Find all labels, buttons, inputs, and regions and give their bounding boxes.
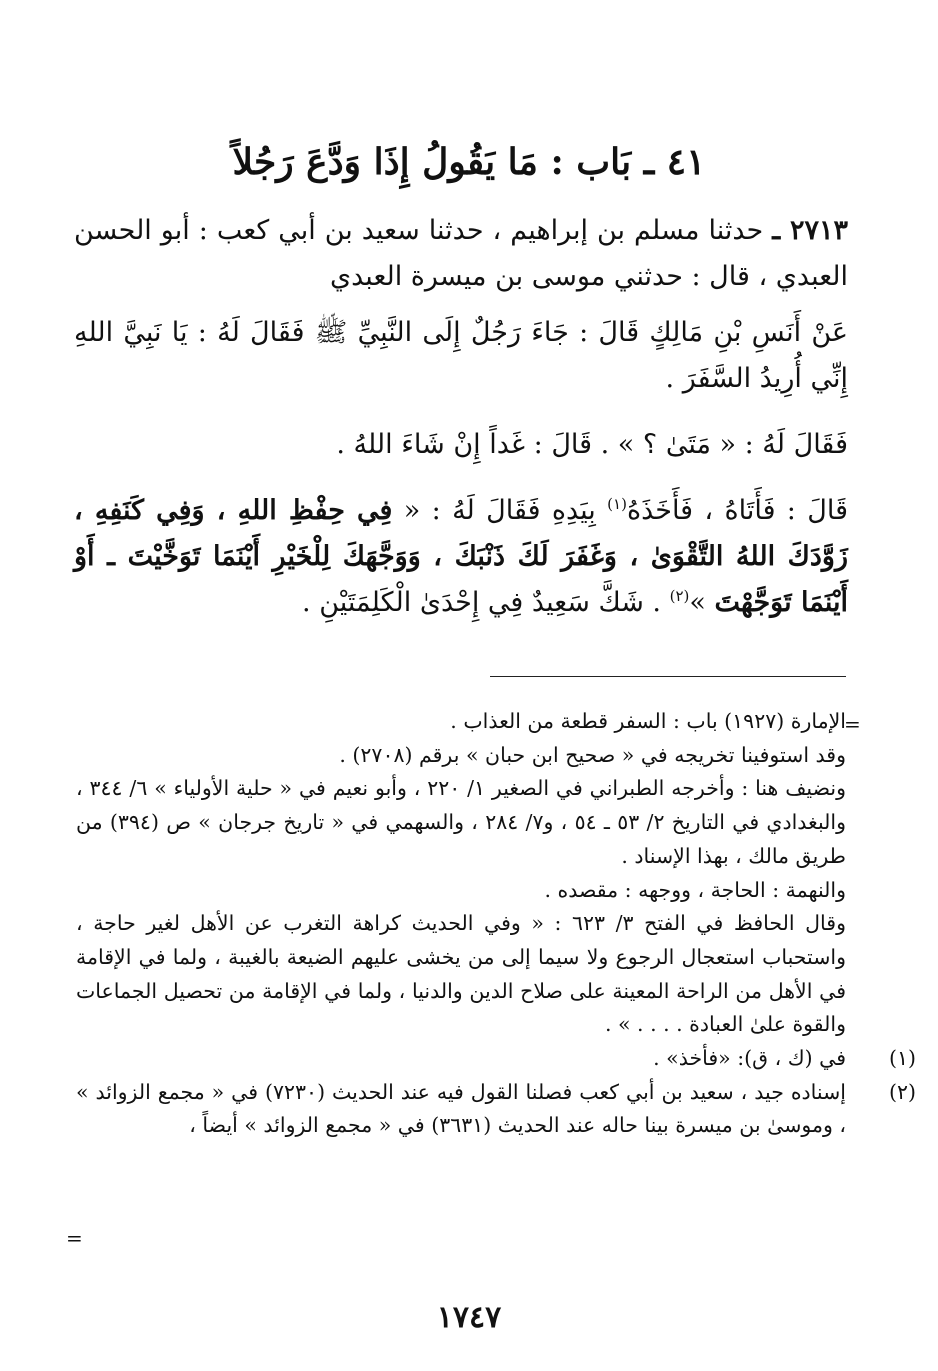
footnote-text: إسناده جيد ، سعيد بن أبي كعب فصلنا القول فيه عند الحديث (٧٢٣٠) في « مجمع الزوائد » ، وموسىٰ بن ميسرة بينا حاله عند الحديث (٣٦٣١) في « مجمع الزوائد » أيضاً ،: [76, 1079, 846, 1138]
footnote-marker: (٢): [888, 1079, 916, 1104]
hadith-number: ٢٧١٣ ـ: [772, 215, 848, 246]
chapter-heading: ٤١ ـ بَاب : مَا يَقُولُ إِذَا وَدَّعَ رَجُلاً: [232, 141, 706, 183]
footnote-divider: [490, 676, 846, 677]
footnote-cont-line: الإمارة (١٩٢٧) باب : السفر قطعة من العذاب .: [450, 709, 846, 733]
hadith-reply: [74, 488, 848, 626]
hadith-narration: عَنْ أَنَسِ بْنِ مَالِكٍ قَالَ : جَاءَ رَجُلٌ إِلَى النَّبِيِّ ﷺ فَقَالَ لَهُ : يَا نَبِيَّ اللهِ إِنِّي أُرِيدُ السَّفَرَ .: [74, 317, 848, 394]
footnote-cont-line: ونضيف هنا : وأخرجه الطبراني في الصغير ١/ ٢٢٠ ، وأبو نعيم في « حلية الأولياء » ٦/ ٣٤٤ ، والبغدادي في التاريخ ٢/ ٥٣ ـ ٥٤ ، و٧/ ٢٨٤ ، والسهمي في « تاريخ جرجان » ص (٣٩٤) من طريق مالك ، بهذا الإسناد .: [76, 776, 846, 868]
footnote-cont-line: وقد استوفينا تخريجه في « صحيح ابن حبان » برقم (٢٧٠٨) .: [339, 742, 846, 767]
footnote-ref-2[interactable]: (٢): [669, 587, 690, 605]
hadith-isnad: [74, 208, 848, 300]
continuation-mark-bottom: =: [66, 1226, 83, 1250]
hadith-intro-text: حدثنا مسلم بن إبراهيم ، حدثنا سعيد بن أبي كعب : أبو الحسن العبدي ، قال : حدثني موسى بن ميسرة العبدي: [74, 215, 848, 292]
continuation-mark-top: =: [844, 712, 861, 736]
footnote-cont-line: والنهمة : الحاجة ، ووجهه : مقصده .: [544, 877, 846, 902]
reply-tail: . شَكَّ سَعِيدٌ فِي إِحْدَىٰ الْكَلِمَتَيْنِ .: [302, 587, 670, 618]
page-number: ١٧٤٧: [436, 1300, 502, 1335]
footnotes: [76, 705, 916, 1143]
footnote-marker: (١): [888, 1046, 916, 1071]
footnote-cont-line: وقال الحافظ في الفتح ٣/ ٦٢٣ : « وفي الحديث كراهة التغرب عن الأهل لغير حاجة ، واستحباب استعجال الرجوع ولا سيما إلى من يخشى عليهم الضيعة بالغيبة ، ولما في الإقامة في الأهل من الراحة المعينة على صلاح الدين والدنيا ، ولما في الإقامة من تحصيل الجماعات والقوة علىٰ العبادة . . . . » .: [76, 911, 846, 1037]
hadith-question: فَقَالَ لَهُ : « مَتَىٰ ؟ » . قَالَ : غَداً إِنْ شَاءَ اللهُ .: [336, 429, 848, 460]
footnote-ref-1[interactable]: (١): [607, 495, 627, 513]
prophet-words: فِي حِفْظِ اللهِ ، وَفِي كَنَفِهِ ، زَوَّدَكَ اللهُ التَّقْوَىٰ ، وَغَفَرَ لَكَ ذَنْبَكَ ، وَوَجَّهَكَ لِلْخَيْرِ أَيْنَمَا تَوَخَّيْتَ ـ أَوْ أَيْنَمَا تَوَجَّهْتَ: [74, 495, 848, 618]
footnote-2: [76, 1076, 916, 1143]
footnote-1: [76, 1042, 916, 1076]
reply-lead: قَالَ : فَأَتَاهُ ، فَأَخَذَهُ: [626, 495, 848, 526]
reply-close: »: [689, 587, 715, 618]
reply-mid: بِيَدِهِ فَقَالَ لَهُ : «: [392, 495, 608, 526]
hadith-body: [74, 208, 848, 626]
footnote-text: في (ك ، ق): «فأخذ» .: [653, 1046, 846, 1071]
